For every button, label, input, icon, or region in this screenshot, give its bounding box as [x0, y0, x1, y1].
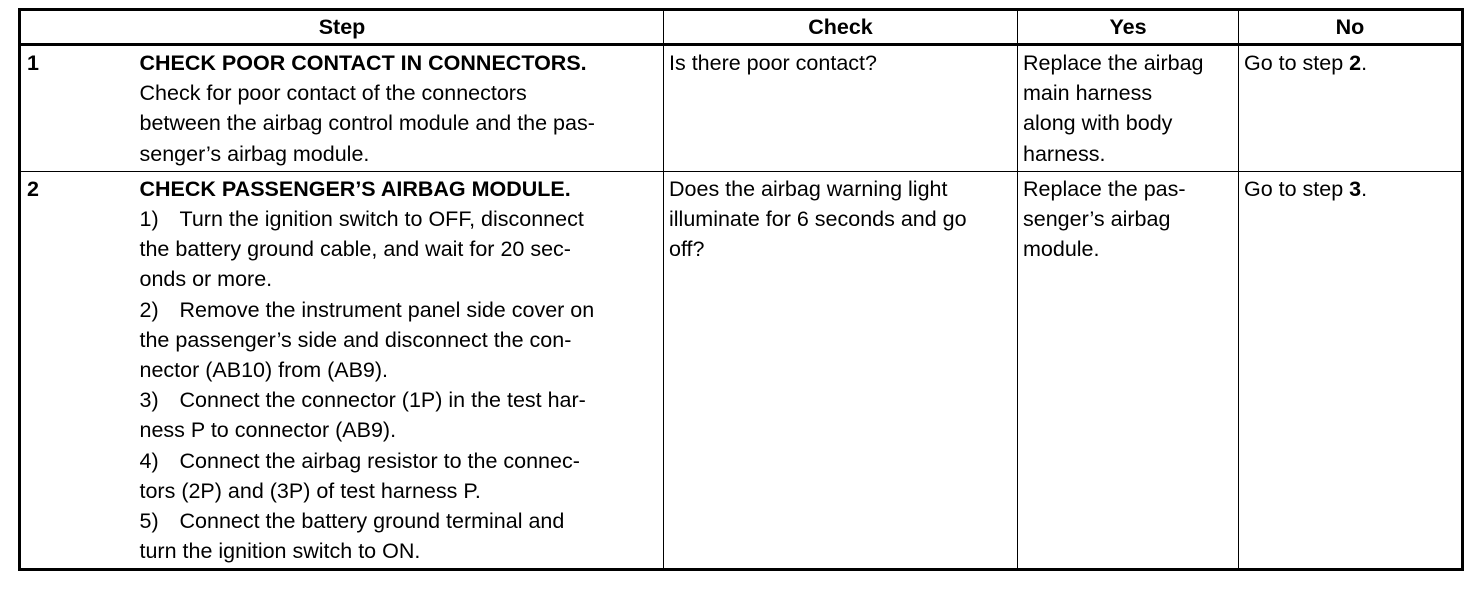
table-header-row: [20, 10, 1463, 45]
substep-number: 4): [139, 448, 159, 473]
desc-line: senger’s airbag module.: [139, 141, 370, 166]
substep-line: the passenger’s side and disconnect the con-: [139, 327, 572, 352]
diagnostic-procedure-table: [18, 8, 1464, 571]
yes-line: Replace the airbag: [1023, 51, 1204, 75]
substep-line: turn the ignition switch to ON.: [139, 539, 421, 564]
step-title: CHECK POOR CONTACT IN CONNECTORS.: [139, 51, 587, 75]
step-number: 2: [20, 171, 140, 570]
table-row: [20, 45, 1463, 172]
substep-number: 1): [139, 207, 159, 232]
desc-line: between the airbag control module and the pas-: [139, 111, 595, 136]
no-step-number: 2: [1349, 51, 1362, 75]
yes-line: main harness: [1023, 81, 1153, 106]
substep-line: ness P to connector (AB9).: [139, 418, 397, 443]
yes-line: senger’s airbag: [1023, 207, 1171, 232]
yes-line: harness.: [1023, 141, 1106, 166]
no-cell: [1239, 171, 1463, 570]
check-line: illuminate for 6 seconds and go: [669, 207, 967, 232]
yes-line: Replace the pas-: [1023, 176, 1186, 201]
substep-text: Connect the battery ground terminal and: [179, 509, 565, 534]
substep-line: [140, 295, 664, 325]
substep-number: 3): [139, 388, 159, 413]
substep-text: Connect the airbag resistor to the connec-: [179, 448, 580, 473]
substep-number: 2): [139, 297, 159, 322]
no-prefix: Go to step: [1244, 176, 1350, 201]
substep-text: Connect the connector (1P) in the test har-: [179, 388, 586, 413]
substep-line: the battery ground cable, and wait for 20 sec-: [139, 237, 571, 262]
header-step: Step: [20, 10, 664, 45]
step-number: 1: [20, 45, 140, 172]
substep-line: [140, 204, 664, 234]
substep-text: Remove the instrument panel side cover on: [179, 297, 595, 322]
yes-line: module.: [1023, 237, 1100, 262]
substep-line: onds or more.: [139, 267, 273, 292]
header-no: No: [1239, 10, 1463, 45]
check-cell: [664, 45, 1018, 172]
no-suffix: .: [1361, 176, 1368, 201]
substep-line: [140, 446, 664, 476]
substep-text: Turn the ignition switch to OFF, disconnect: [179, 207, 584, 232]
step-title: CHECK PASSENGER’S AIRBAG MODULE.: [139, 176, 571, 201]
check-line: Is there poor contact?: [669, 51, 877, 75]
substep-line: nector (AB10) from (AB9).: [139, 358, 389, 383]
substep-line: tors (2P) and (3P) of test harness P.: [139, 478, 481, 503]
yes-line: along with body: [1023, 111, 1173, 136]
check-line: Does the airbag warning light: [669, 176, 948, 201]
no-prefix: Go to step: [1244, 51, 1350, 75]
header-check: Check: [664, 10, 1018, 45]
yes-cell: [1018, 171, 1239, 570]
no-cell: [1239, 45, 1463, 172]
check-cell: [664, 171, 1018, 570]
substep-number: 5): [139, 509, 159, 534]
step-description: [140, 171, 664, 570]
substep-line: [140, 506, 664, 536]
substep-line: [140, 385, 664, 415]
header-yes: Yes: [1018, 10, 1239, 45]
yes-cell: [1018, 45, 1239, 172]
table-row: [20, 171, 1463, 570]
desc-line: Check for poor contact of the connectors: [139, 81, 527, 106]
no-step-number: 3: [1349, 176, 1362, 201]
check-line: off?: [669, 237, 705, 262]
step-description: [140, 45, 664, 172]
no-suffix: .: [1361, 51, 1368, 75]
